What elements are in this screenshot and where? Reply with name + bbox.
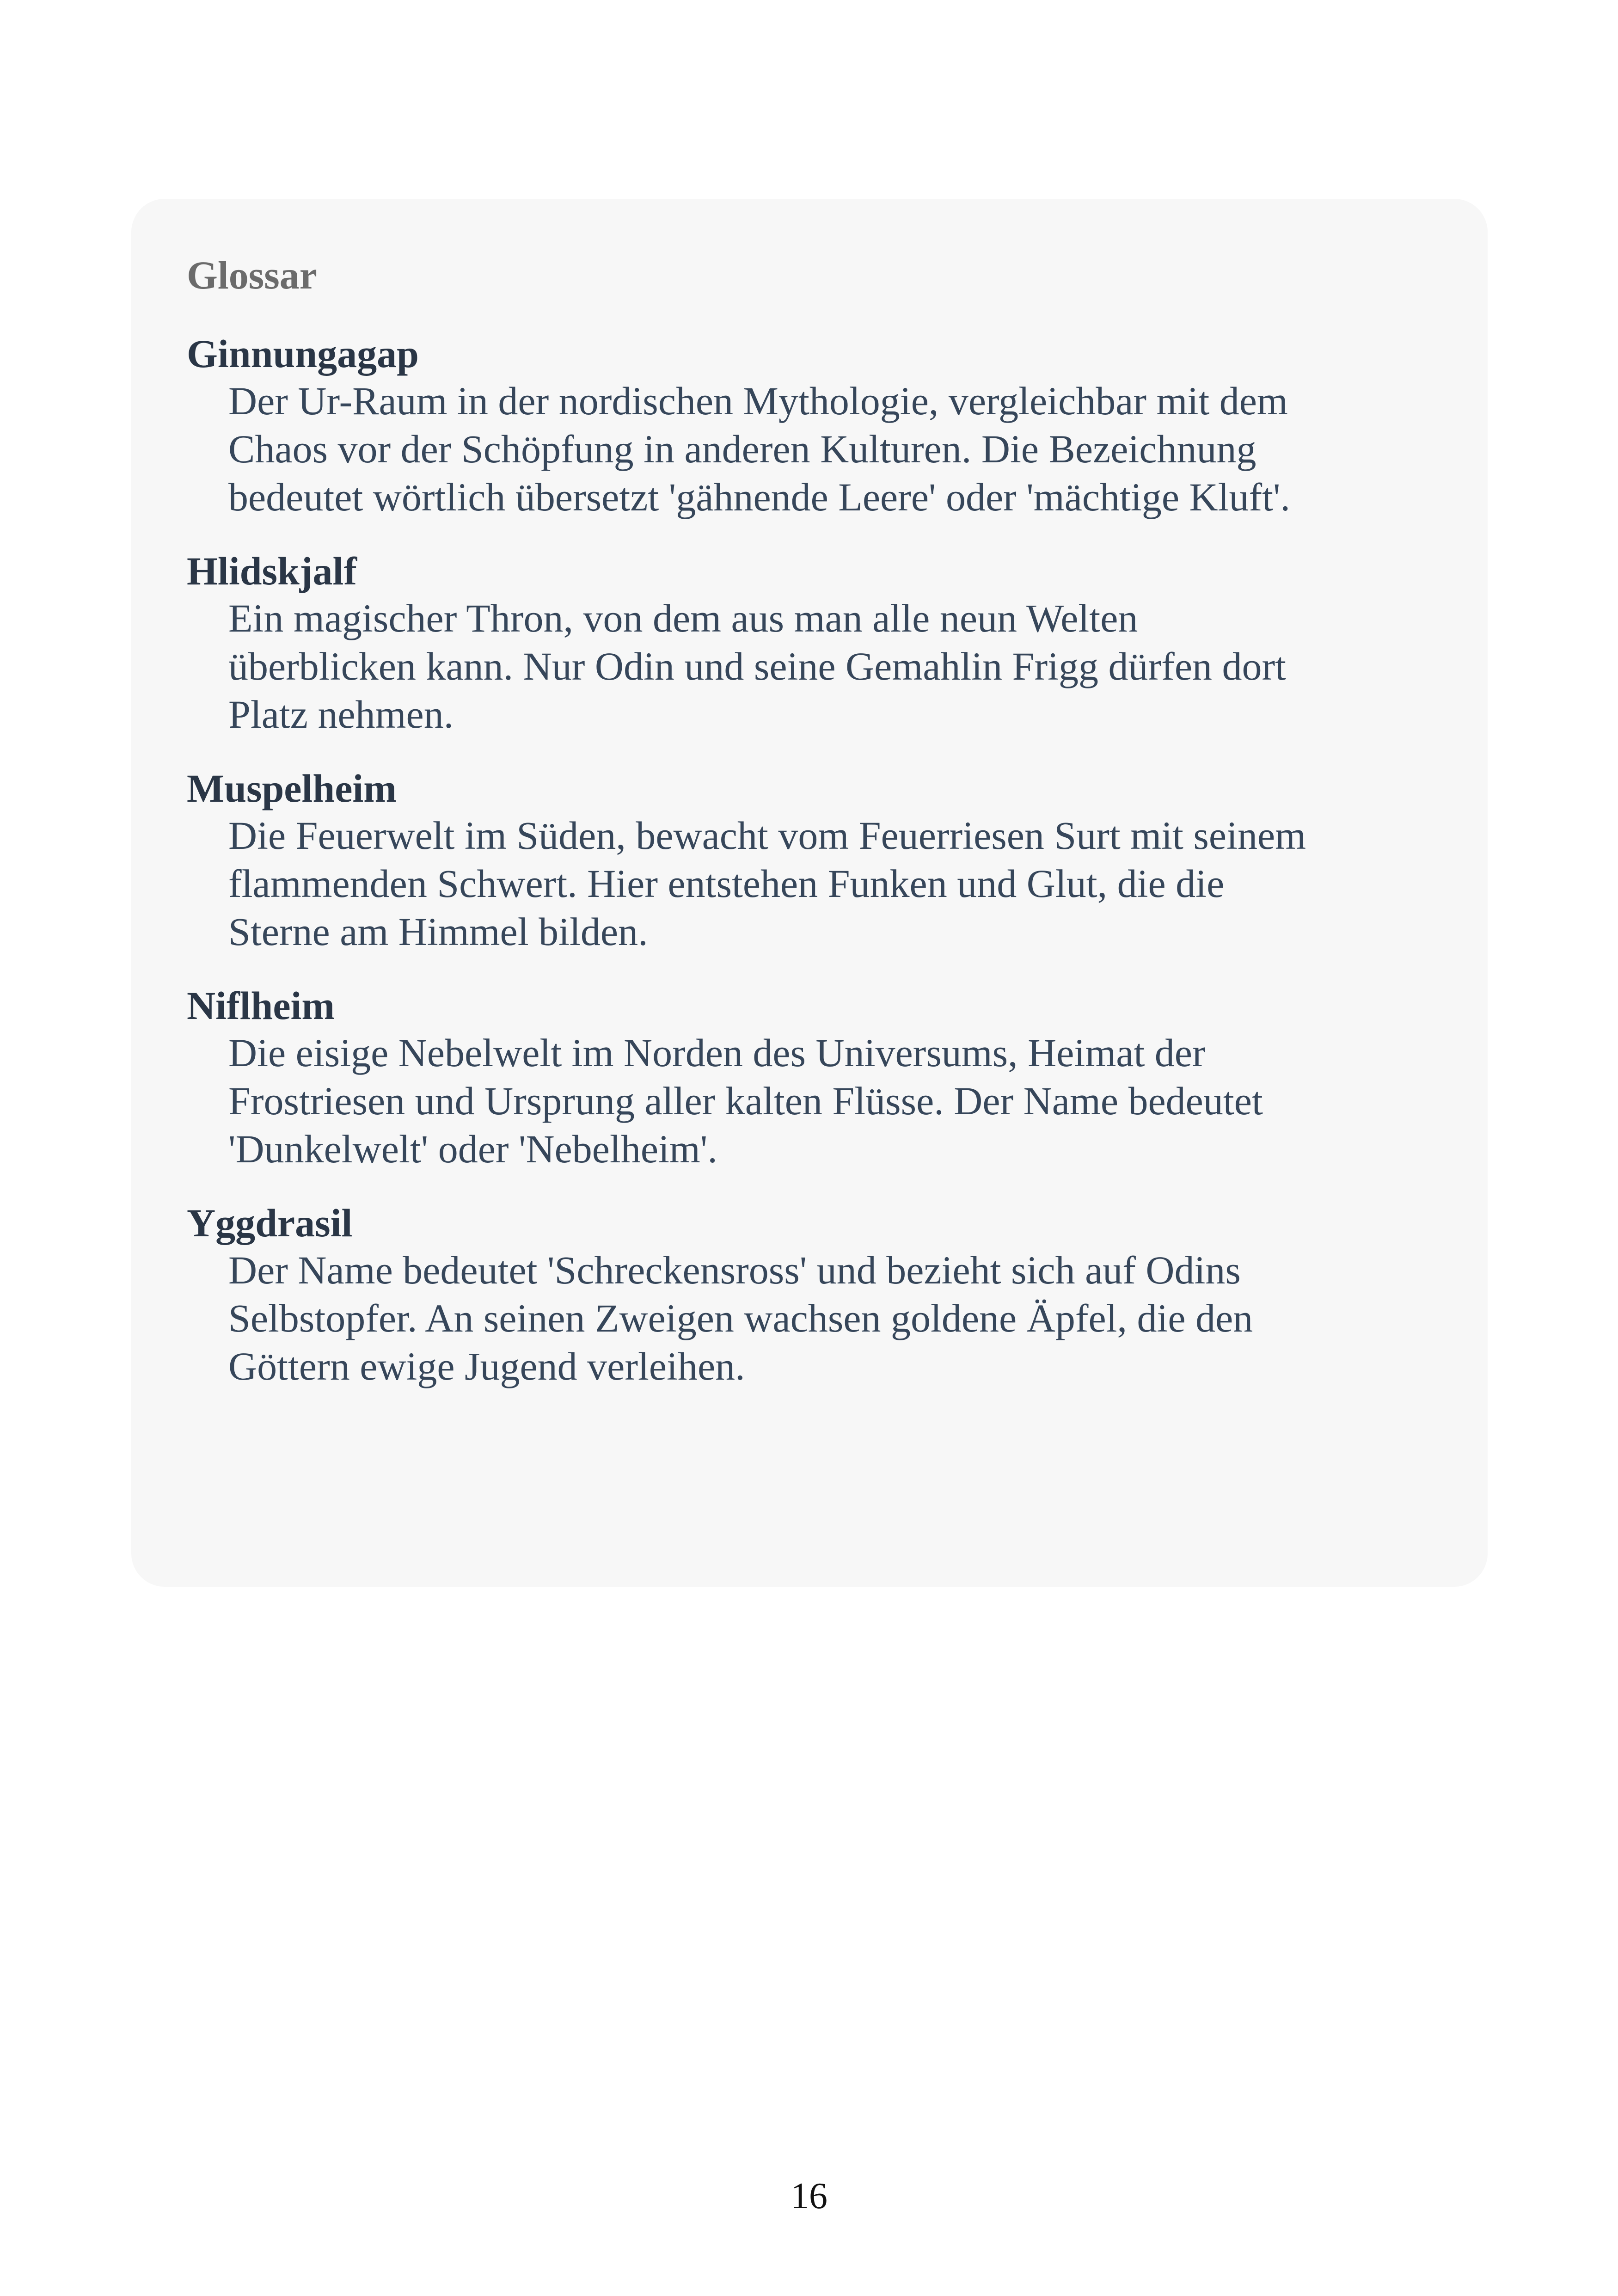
- glossary-term: Muspelheim: [187, 766, 397, 810]
- glossary-box: [131, 199, 1488, 1587]
- glossary-entry: [187, 1200, 1488, 1390]
- glossary-term: Ginnungagap: [187, 332, 419, 376]
- glossary-entry: [187, 548, 1488, 738]
- glossary-definition: Die eisige Nebelwelt im Norden des Universums, Heimat der Frostriesen und Ursprung aller kalten Flüsse. Der Name bedeutet 'Dunkelwelt' oder 'Nebelheim'.: [228, 1031, 1263, 1171]
- glossary-term: Hlidskjalf: [187, 549, 357, 593]
- glossary-entry: [187, 331, 1488, 521]
- glossary-entry: [187, 765, 1488, 956]
- glossary-definition: Der Ur-Raum in der nordischen Mythologie, vergleichbar mit dem Chaos vor der Schöpfung in anderen Kulturen. Die Bezeichnung bedeutet wörtlich übersetzt 'gähnende Leere' oder 'mächtige Kluft'.: [228, 379, 1291, 519]
- page-number: 16: [791, 2176, 827, 2216]
- glossary-entry: [187, 982, 1488, 1173]
- glossary-term: Yggdrasil: [187, 1201, 353, 1245]
- glossary-title: Glossar: [187, 253, 317, 297]
- glossary-definition: Der Name bedeutet 'Schreckensross' und bezieht sich auf Odins Selbstopfer. An seinen Zweigen wachsen goldene Äpfel, die den Göttern ewige Jugend verleihen.: [228, 1248, 1253, 1388]
- glossary-definition: Die Feuerwelt im Süden, bewacht vom Feuerriesen Surt mit seinem flammenden Schwert. Hier entstehen Funken und Glut, die die Sterne am Himmel bilden.: [228, 813, 1306, 954]
- glossary-term: Niflheim: [187, 983, 335, 1028]
- glossary-definition: Ein magischer Thron, von dem aus man alle neun Welten überblicken kann. Nur Odin und seine Gemahlin Frigg dürfen dort Platz nehmen.: [228, 596, 1287, 737]
